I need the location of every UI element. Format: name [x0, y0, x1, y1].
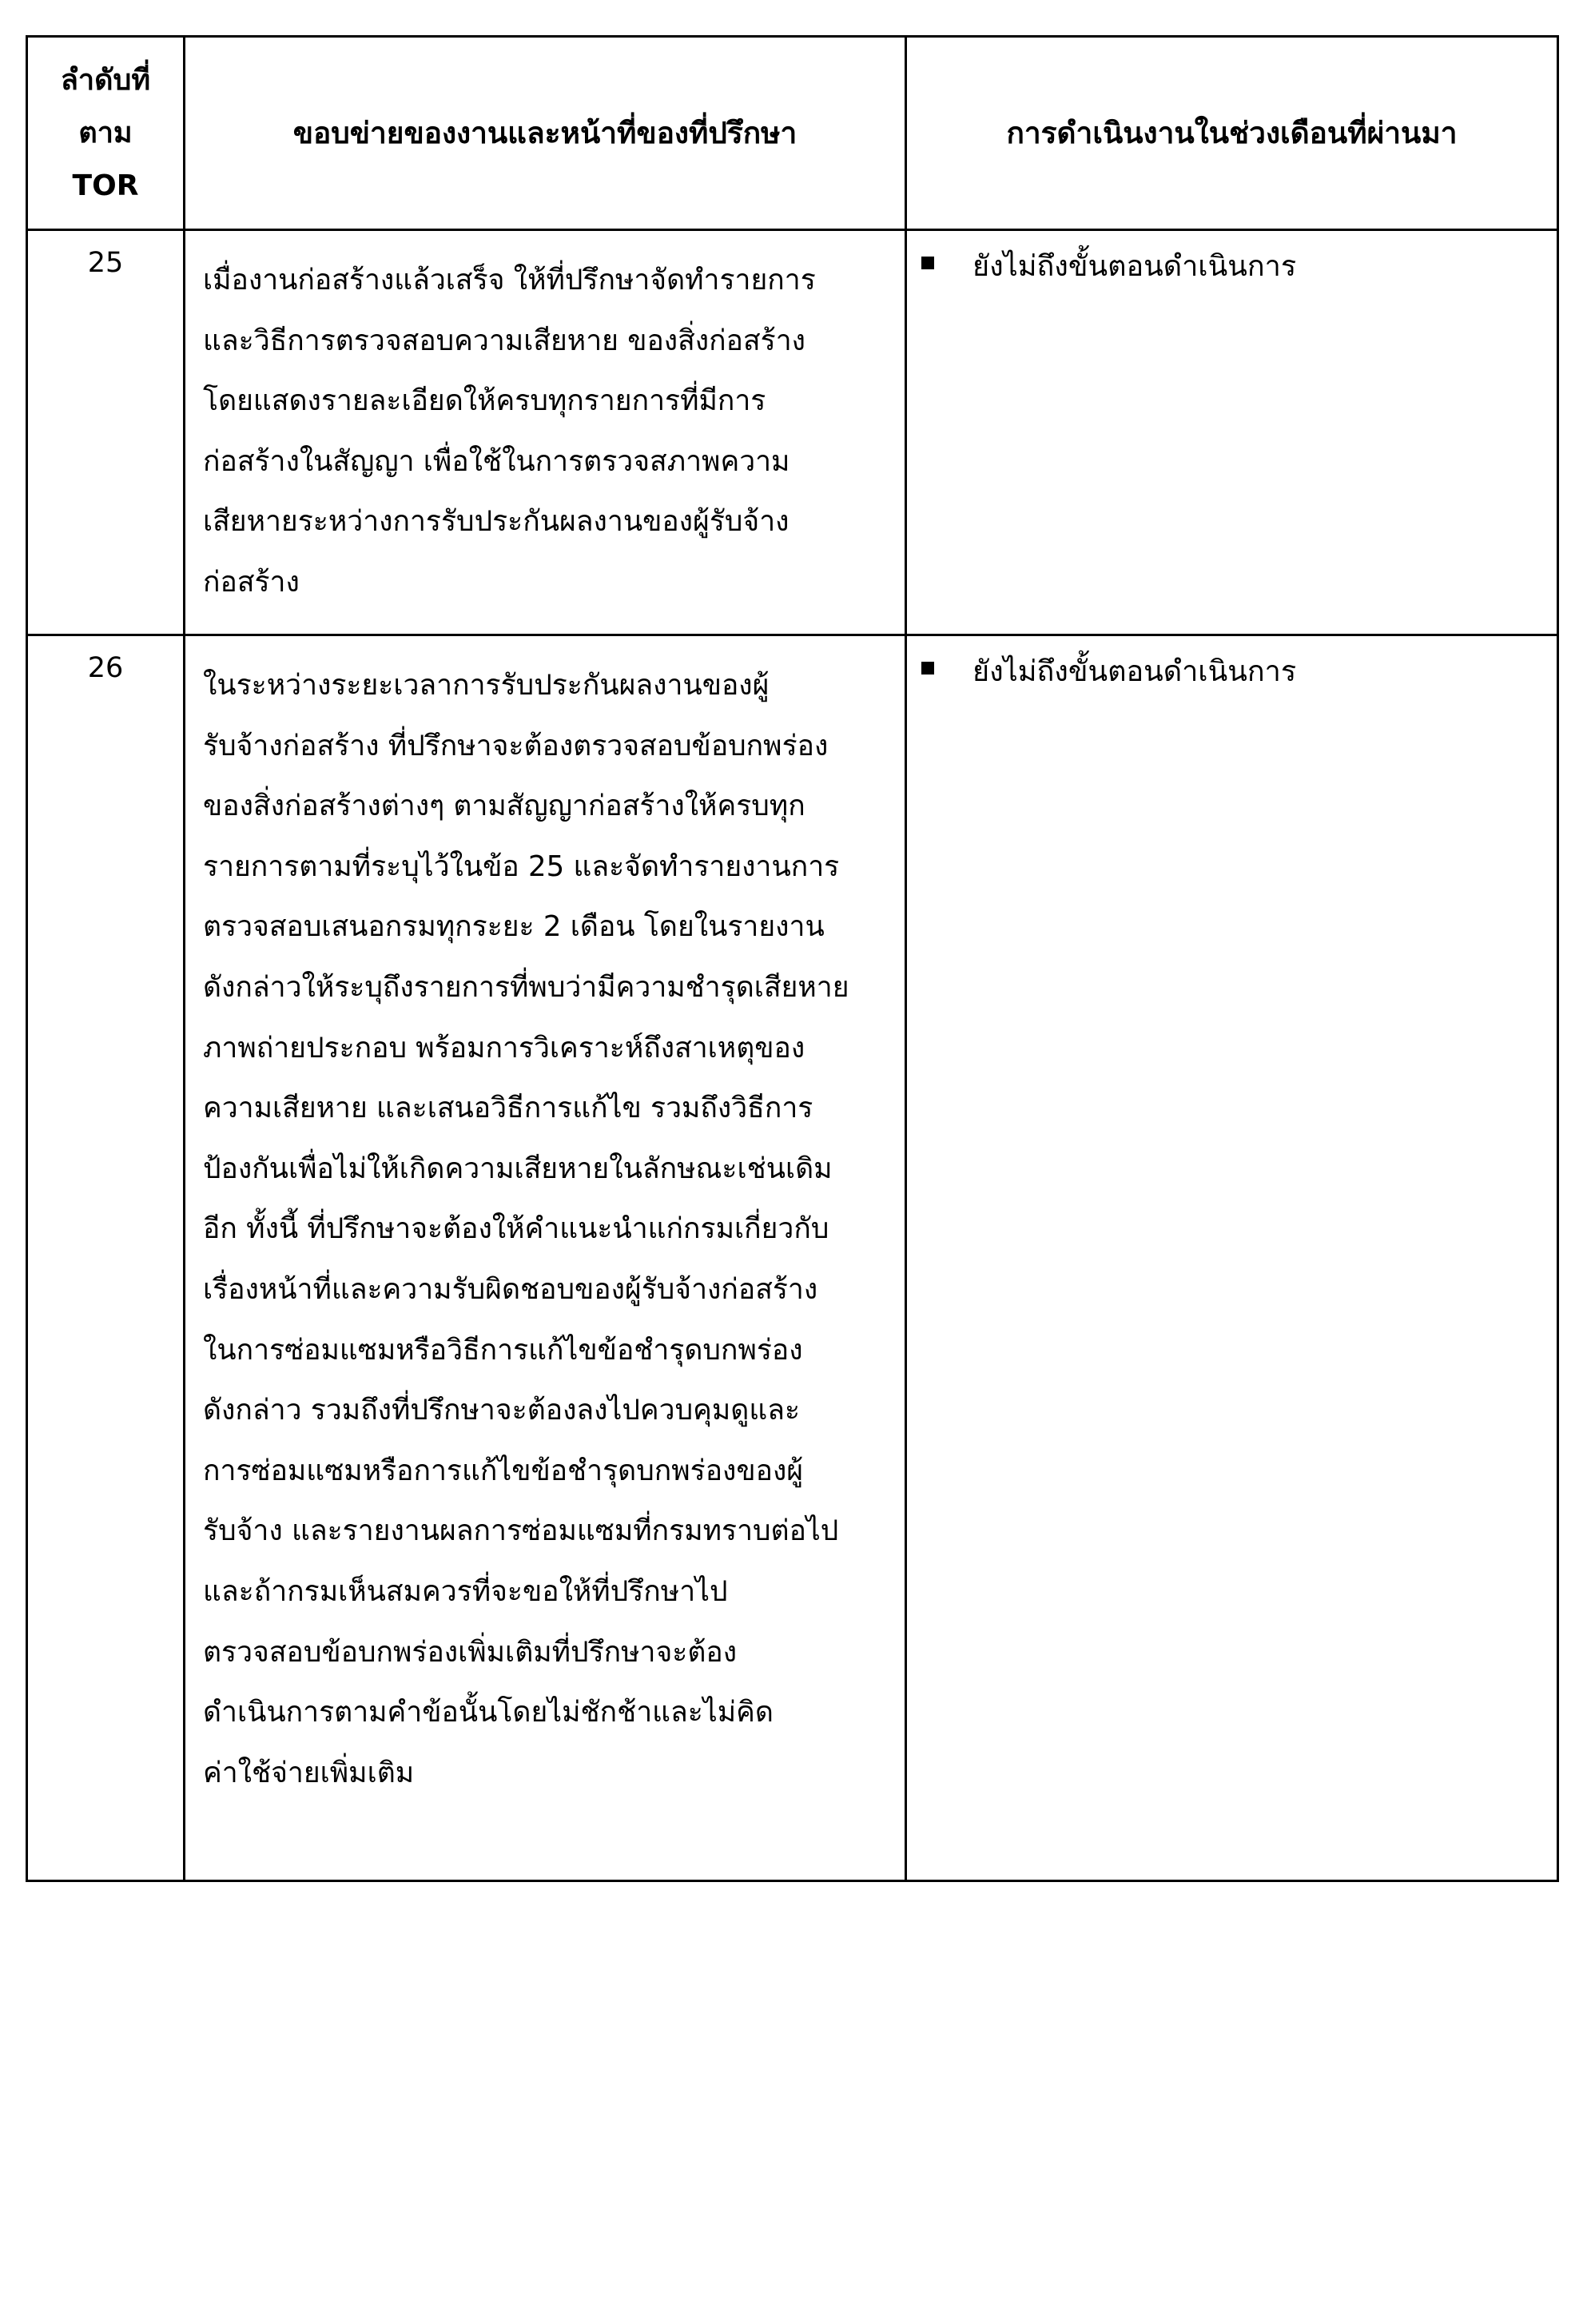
scope-text-line: ในระหว่างระยะเวลาการรับประกันผลงานของผู้ — [203, 669, 770, 702]
header-tor-number-line-3: TOR — [72, 169, 139, 202]
scope-text-line: ภาพถ่ายประกอบ พร้อมการวิเคราะห์ถึงสาเหตุของ — [203, 1031, 805, 1065]
scope-text-line: รับจ้าง และรายงานผลการซ่อมแซมที่กรมทราบต่อไป — [203, 1514, 839, 1548]
scope-text-line: ดำเนินการตามคำข้อนั้นโดยไม่ชักช้าและไม่คิด — [203, 1696, 774, 1729]
scope-text-line: และวิธีการตรวจสอบความเสียหาย ของสิ่งก่อสร้าง — [203, 324, 805, 357]
scope-text-line: โดยแสดงรายละเอียดให้ครบทุกรายการที่มีการ — [203, 384, 766, 418]
scope-text-line: ก่อสร้าง — [203, 565, 300, 599]
square-bullet-icon — [921, 257, 934, 269]
scope-text-line: ในการซ่อมแซมหรือวิธีการแก้ไขข้อชำรุดบกพร่อง — [203, 1333, 803, 1367]
table-row — [27, 230, 1558, 635]
progress-text: ยังไม่ถึงขั้นตอนดำเนินการ — [972, 250, 1297, 283]
scope-text-line: เรื่องหน้าที่และความรับผิดชอบของผู้รับจ้างก่อสร้าง — [203, 1272, 818, 1306]
scope-text-line: และถ้ากรมเห็นสมควรที่จะขอให้ที่ปรึกษาไป — [203, 1574, 728, 1608]
scope-text-line: ก่อสร้างในสัญญา เพื่อใช้ในการตรวจสภาพความ — [203, 444, 790, 478]
scope-text-line: รับจ้างก่อสร้าง ที่ปรึกษาจะต้องตรวจสอบข้อบกพร่อง — [203, 729, 829, 762]
table-header-row — [27, 37, 1558, 230]
progress-item — [921, 247, 1549, 287]
table-row — [27, 635, 1558, 1881]
tor-number-cell: 26 — [27, 635, 185, 1881]
scope-text-line: ดังกล่าว รวมถึงที่ปรึกษาจะต้องลงไปควบคุมดูและ — [203, 1394, 801, 1427]
scope-text-line: ป้องกันเพื่อไม่ให้เกิดความเสียหายในลักษณะเช่นเดิม — [203, 1152, 833, 1185]
scope-text-line: ของสิ่งก่อสร้างต่างๆ ตามสัญญาก่อสร้างให้ครบทุก — [203, 790, 805, 823]
header-scope: ขอบข่ายของงานและหน้าที่ของที่ปรึกษา — [185, 37, 906, 230]
scope-text-line: ค่าใช้จ่ายเพิ่มเติม — [203, 1756, 415, 1789]
scope-text-line: ตรวจสอบข้อบกพร่องเพิ่มเติมที่ปรึกษาจะต้อง — [203, 1635, 738, 1669]
scope-cell — [185, 635, 906, 1881]
header-progress: การดำเนินงานในช่วงเดือนที่ผ่านมา — [906, 37, 1558, 230]
scope-text-line: ความเสียหาย และเสนอวิธีการแก้ไข รวมถึงวิธีการ — [203, 1092, 813, 1125]
progress-text: ยังไม่ถึงขั้นตอนดำเนินการ — [972, 655, 1297, 688]
scope-text-line: อีก ทั้งนี้ ที่ปรึกษาจะต้องให้คำแนะนำแก่กรมเกี่ยวกับ — [203, 1212, 829, 1246]
scope-text-line: เสียหายระหว่างการรับประกันผลงานของผู้รับจ้าง — [203, 505, 790, 539]
square-bullet-icon — [921, 662, 934, 675]
progress-cell — [906, 230, 1558, 635]
scope-cell — [185, 230, 906, 635]
header-tor-number-line-2: ตาม — [78, 116, 133, 149]
scope-text-line: การซ่อมแซมหรือการแก้ไขข้อชำรุดบกพร่องของผู้ — [203, 1454, 804, 1487]
scope-text-line: เมื่องานก่อสร้างแล้วเสร็จ ให้ที่ปรึกษาจัดทำรายการ — [203, 264, 816, 296]
progress-cell — [906, 635, 1558, 1881]
scope-text-line: ดังกล่าวให้ระบุถึงรายการที่พบว่ามีความชำรุดเสียหาย — [203, 970, 849, 1004]
header-tor-number — [27, 37, 185, 230]
scope-text-line: รายการตามที่ระบุไว้ในข้อ 25 และจัดทำรายงานการ — [203, 850, 840, 883]
tor-progress-table — [26, 35, 1559, 1882]
progress-item — [921, 652, 1549, 692]
scope-text-line: ตรวจสอบเสนอกรมทุกระยะ 2 เดือน โดยในรายงาน — [203, 910, 825, 944]
header-tor-number-line-1: ลำดับที่ — [60, 63, 151, 97]
tor-number-cell: 25 — [27, 230, 185, 635]
